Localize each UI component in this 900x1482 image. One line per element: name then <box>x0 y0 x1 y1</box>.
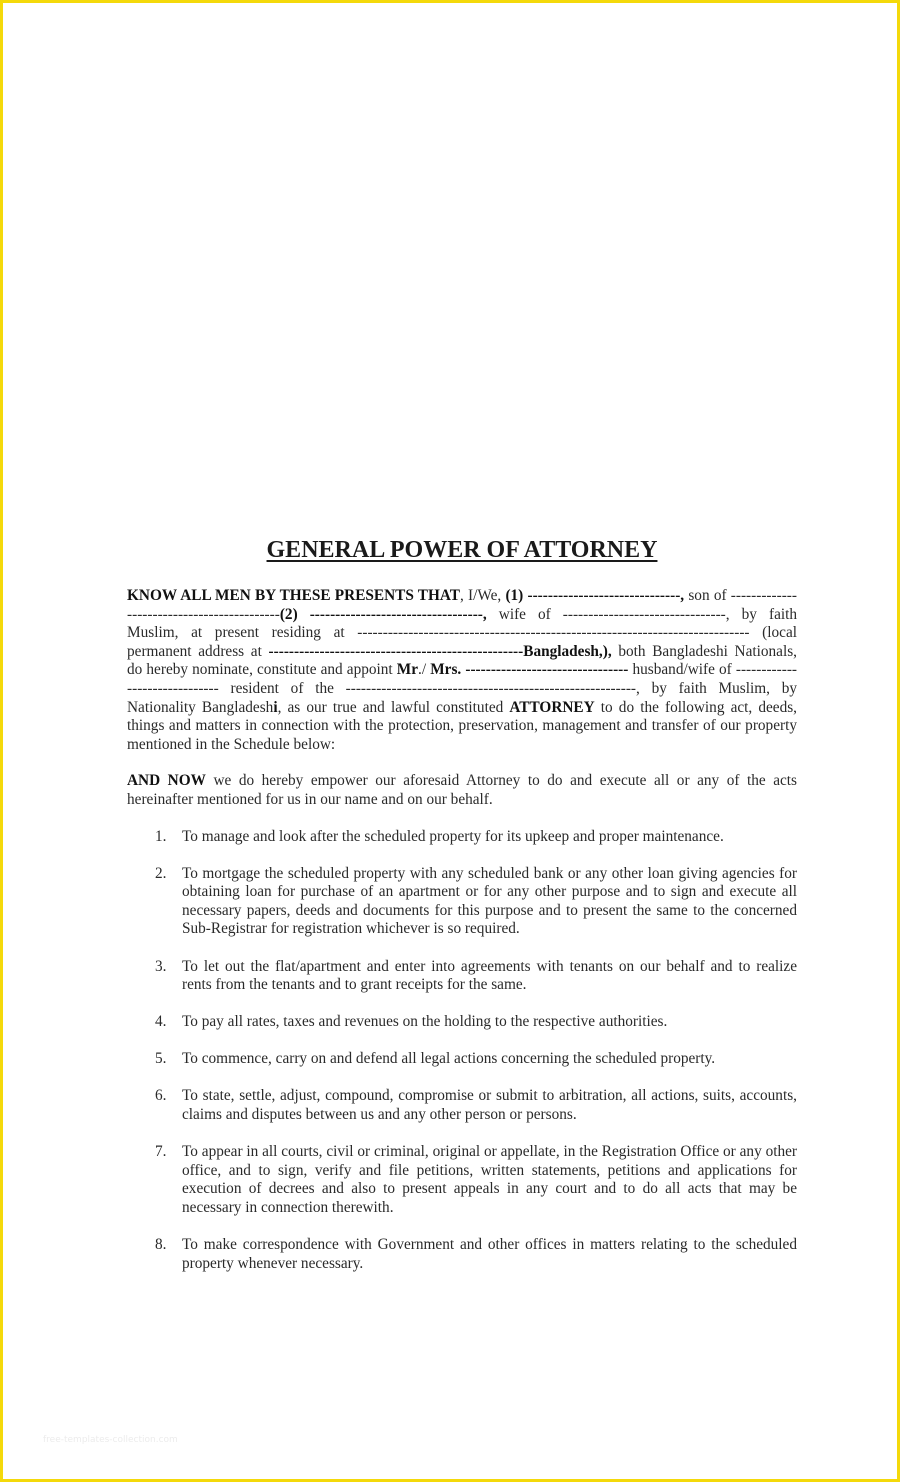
list-item <box>127 1236 797 1273</box>
empower-text: we do hereby empower our aforesaid Attorney to do and execute all or any of the acts hereinafter mentioned for us in our name and on our behalf. <box>127 772 797 808</box>
item-number: 1. <box>155 827 167 845</box>
attorney-details-text: husband/wife of ------------------------------ resident of the ---------------------------------------------------------, by faith Muslim, by Nationality Bangladesh <box>127 661 798 716</box>
item-number: 4. <box>155 1013 167 1031</box>
item-text: To mortgage the scheduled property with any scheduled bank or any other loan giving agencies for obtaining loan for purchase of an apartment or for any other purpose and to sign and execute all necessary papers, deeds and documents for this purpose and to present the same to the concerned Sub-Registrar for registration whichever is so required. <box>182 864 797 938</box>
item-text: To make correspondence with Government and other offices in matters relating to the scheduled property whenever necessary. <box>182 1235 797 1272</box>
purpose-text: to do the following act, deeds, things and matters in connection with the protection, preservation, management and transfer of our property mentioned in the Schedule below: <box>127 698 798 753</box>
nationals-text: both Bangladeshi Nationals, do hereby nominate, constitute and appoint <box>127 642 797 679</box>
item-number: 6. <box>155 1087 167 1105</box>
list-item <box>127 1013 797 1032</box>
item-text: To state, settle, adjust, compound, compromise or submit to arbitration, all actions, suits, accounts, claims and disputes between us and any other person or persons. <box>182 1087 797 1123</box>
item-text: To appear in all courts, civil or criminal, original or appellate, in the Registration Office or any other office, and to sign, verify and file petitions, written statements, petitions and applications for execution of decrees and also to present appeals in any court and to do all acts that may be necessary in connection therewith. <box>182 1143 797 1216</box>
item-text: To manage and look after the scheduled property for its upkeep and proper maintenance. <box>182 827 724 845</box>
list-item <box>127 958 797 995</box>
item-text: To commence, carry on and defend all legal actions concerning the scheduled property. <box>182 1050 716 1068</box>
item-number: 7. <box>155 1143 167 1161</box>
party-two-blank: (2) ----------------------------------, <box>279 605 487 623</box>
list-item <box>127 1050 797 1069</box>
powers-list <box>127 828 797 1274</box>
document-body <box>127 535 797 1292</box>
list-item <box>127 1143 797 1217</box>
item-text: To let out the flat/apartment and enter into agreements with tenants on our behalf and to realize rents from the tenants and to grant receipts for the same. <box>182 957 797 994</box>
bold-i: i <box>273 698 278 716</box>
item-number: 8. <box>155 1235 167 1253</box>
attorney-label: ATTORNEY <box>509 698 595 716</box>
preamble-text: , I/We, <box>460 587 506 604</box>
preamble-lead: KNOW ALL MEN BY THESE PRESENTS THAT <box>127 587 461 604</box>
residence-text: , by faith Muslim, at present residing at ----------------------------------------------------------------------------- (local permanent address at <box>127 605 798 660</box>
list-item <box>127 865 797 939</box>
mr-label: Mr <box>396 661 419 679</box>
item-text: To pay all rates, taxes and revenues on the holding to the respective authorities. <box>182 1013 668 1031</box>
watermark-text: free-templates-collection.com <box>43 1435 178 1445</box>
document-title: GENERAL POWER OF ATTORNEY <box>266 537 658 563</box>
document-page <box>3 3 897 1479</box>
attorney-name-blank: Mrs. -------------------------------- <box>430 661 629 679</box>
list-item <box>127 828 797 847</box>
empower-paragraph <box>127 772 797 809</box>
constituted-text: , as our true and lawful constituted <box>277 698 510 716</box>
slash-text: ./ <box>418 661 431 679</box>
son-of-blank: son of ------------------------------------------- <box>127 587 797 623</box>
and-now-lead: AND NOW <box>127 772 206 790</box>
party-one-blank: (1) ------------------------------, <box>505 587 685 604</box>
list-item <box>127 1087 797 1124</box>
item-number: 2. <box>155 864 167 882</box>
wife-of-blank: wife of -------------------------------- <box>486 605 726 623</box>
preamble-paragraph <box>127 587 797 754</box>
item-number: 5. <box>155 1050 167 1068</box>
permanent-address-blank: --------------------------------------------------Bangladesh,), <box>268 642 612 660</box>
item-number: 3. <box>155 957 167 975</box>
